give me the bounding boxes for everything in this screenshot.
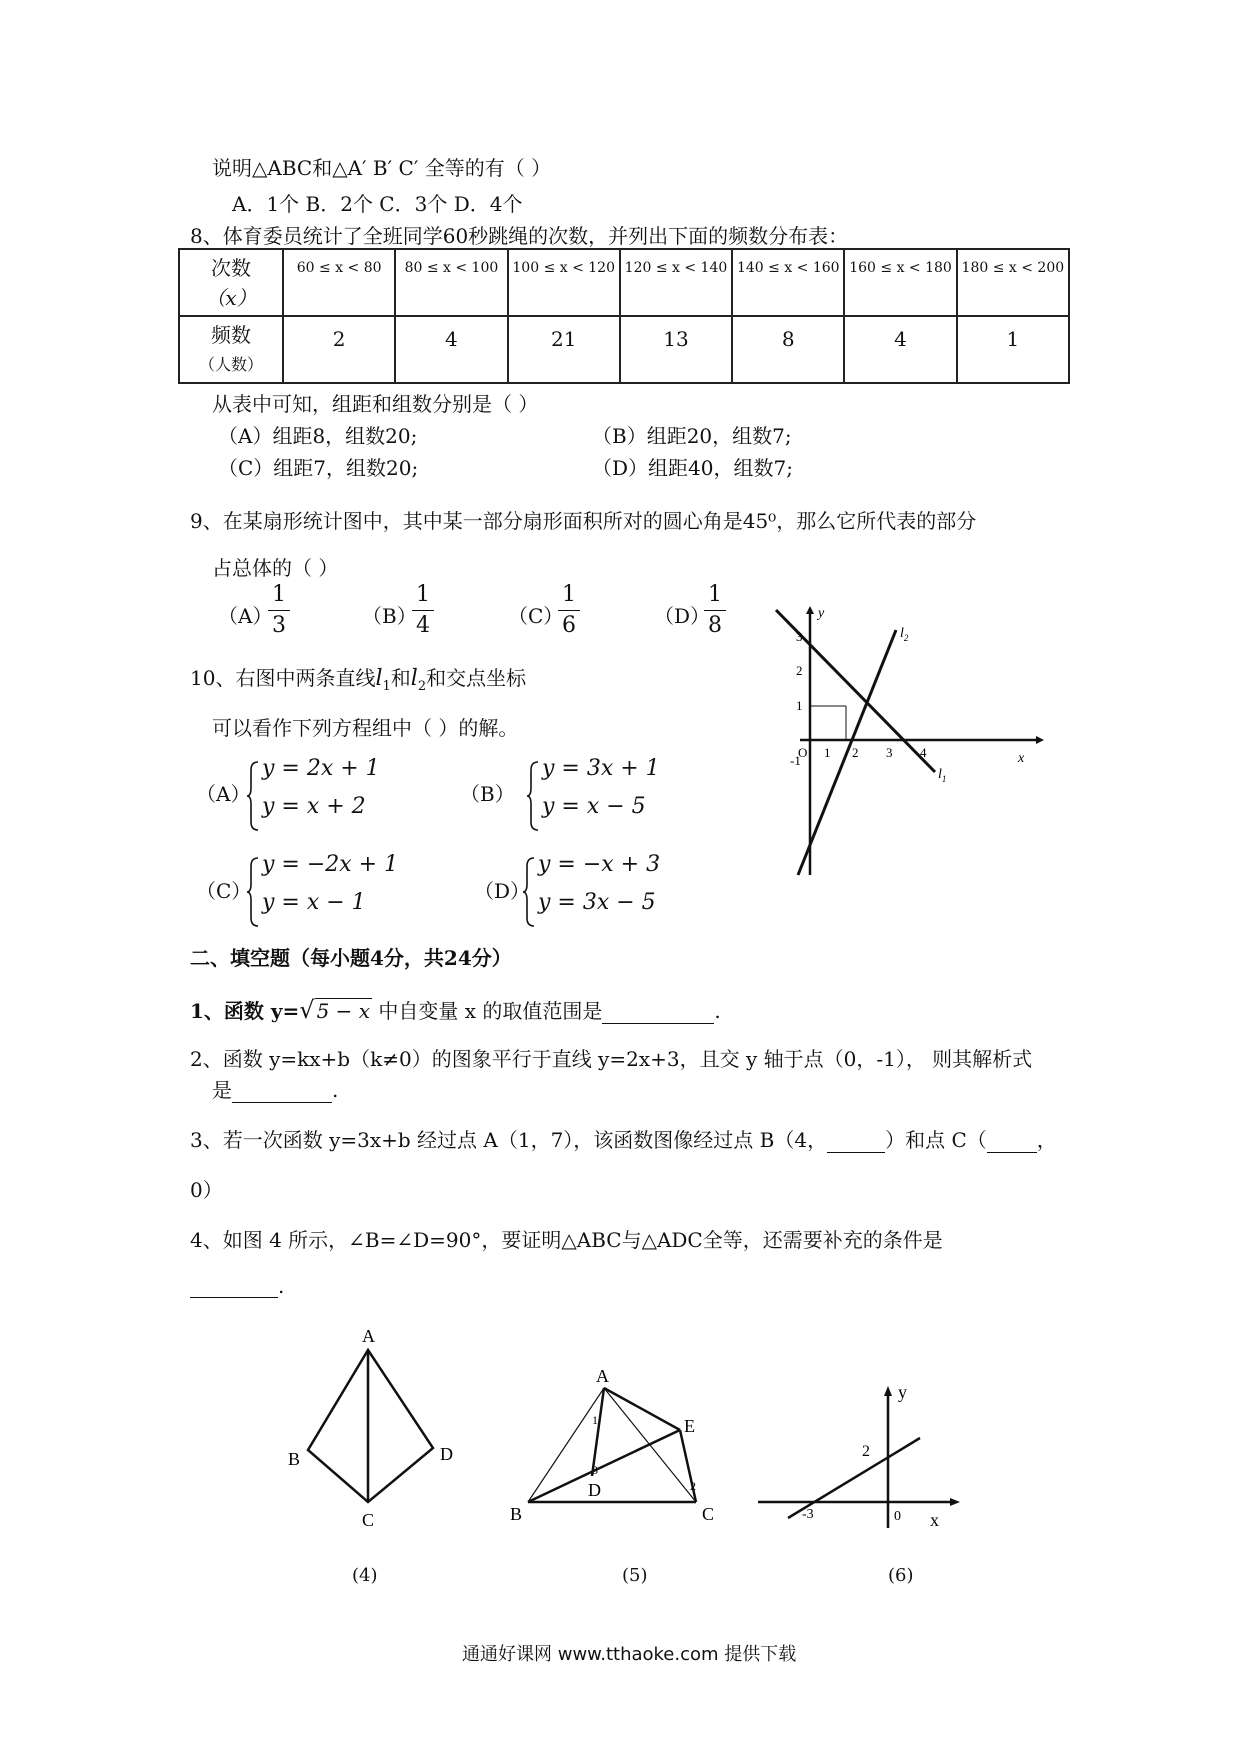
q9-option-c-fraction: 1 6 [558,582,580,639]
q9-option-c-label: （C） [508,604,564,628]
fig5-angle-3: 3 [592,1463,598,1477]
fig6-x-arrow-icon [950,1498,960,1506]
frequency-table [178,248,1070,384]
fig6-x-label: x [930,1510,939,1530]
brace-icon [526,760,540,832]
line-l2 [798,630,896,875]
table-cell-range: 160 ≤ x < 180 [844,249,956,316]
q9-option-d-fraction: 1 8 [704,582,726,639]
fig6-line [788,1438,920,1518]
table-cell-range: 80 ≤ x < 100 [395,249,507,316]
q8-stem: 8、体育委员统计了全班同学60秒跳绳的次数，并列出下面的频数分布表： [190,224,849,248]
table-row-ranges [179,249,1069,316]
fig4-caption: (4) [352,1565,378,1586]
brace-icon [246,856,260,928]
s2-q2-line1: 2、函数 y=kx+b（k≠0）的图象平行于直线 y=2x+3，且交 y 轴于点（0，-1）， 则其解析式 [190,1047,1033,1071]
fig5-label-b: B [510,1504,523,1524]
table-cell-count: 2 [283,316,395,383]
q9-option-a-label: （A） [218,604,273,628]
fig5-angle-2: 2 [690,1479,696,1493]
table-cell-count: 1 [957,316,1069,383]
table-cell-range: 100 ≤ x < 120 [508,249,620,316]
q9-stem: 9、在某扇形统计图中，其中某一部分扇形面积所对的圆心角是45⁰，那么它所代表的部分 [190,509,977,533]
q10-graph [760,595,1050,885]
x-axis-arrow-icon [1036,736,1044,744]
segment-be [528,1430,680,1502]
q8-option-d: （D）组距40，组数7; [592,456,793,480]
s2-q4-line2: . [190,1274,284,1298]
table-cell-range: 140 ≤ x < 160 [732,249,844,316]
graph-x-tick: 4 [920,745,927,760]
table-cell-count: 4 [395,316,507,383]
graph-x-tick: 1 [824,745,831,760]
q8-option-c: （C）组距7，组数20; [218,456,419,480]
table-header-frequency: 频数 （人数） [179,316,283,383]
q9-option-d-label: （D） [654,604,711,628]
q10-option-d-label: （D） [474,879,531,903]
kite-shape [308,1350,433,1502]
fig5-label-d: D [588,1480,601,1500]
figure-4 [280,1320,470,1540]
q9-option-a-fraction: 1 3 [268,582,290,639]
q9-stem-line2: 占总体的（ ） [212,556,339,580]
graph-y-tick: -1 [790,753,801,768]
q10-option-b-label: （B） [460,782,515,806]
q9-option-b-fraction: 1 4 [412,582,434,639]
fig5-label-a: A [596,1370,609,1386]
q10-option-a-label: （A） [196,782,251,806]
line-l2-label: $l_2$ [900,626,909,643]
footer-text: 通通好课网 www.tthaoke.com 提供下载 [462,1644,797,1665]
s2-q3-line1: 3、若一次函数 y=3x+b 经过点 A（1，7），该函数图像经过点 B（4， ）和点 C（ ， [190,1128,1057,1152]
fig5-caption: (5) [622,1565,648,1586]
graph-y-tick: 3 [796,629,803,644]
graph-y-tick: 1 [796,698,803,713]
fig4-label-d: D [440,1444,453,1464]
table-cell-count: 8 [732,316,844,383]
line-l1-label: $l_1$ [938,767,947,784]
q10-stem-line2: 可以看作下列方程组中（ ）的解。 [212,716,519,740]
table-cell-range: 60 ≤ x < 80 [283,249,395,316]
figure-6 [748,1380,968,1530]
q8-option-b: （B）组距20，组数7; [592,424,792,448]
y-axis-arrow-icon [806,606,814,614]
figure-5 [500,1370,720,1530]
fig5-label-c: C [702,1504,715,1524]
table-cell-range: 120 ≤ x < 140 [620,249,732,316]
fig6-y-arrow-icon [884,1386,892,1396]
fig4-label-a: A [362,1326,375,1346]
segment-ae [604,1388,680,1430]
brace-icon [522,856,536,928]
q7-stem-tail: 说明△ABC和△A′ B′ C′ 全等的有（ ） [212,156,552,180]
fig5-angle-1: 1 [592,1413,598,1427]
table-cell-count: 13 [620,316,732,383]
graph-x-tick: 3 [886,745,893,760]
fig6-caption: (6) [888,1565,914,1586]
fig6-label-2: 2 [862,1443,870,1460]
graph-x-label: x [1018,751,1025,766]
s2-q2-line2: 是 . [212,1078,339,1102]
s2-q4-line1: 4、如图 4 所示，∠B=∠D=90°，要证明△ABC与△ADC全等，还需要补充的条件是 [190,1228,943,1252]
brace-icon [246,760,260,832]
q7-options: A．1个 B．2个 C．3个 D．4个 [232,192,523,216]
section2-heading: 二、填空题（每小题4分，共24分） [190,946,512,970]
fig5-label-e: E [684,1416,695,1436]
fig6-label-0: 0 [894,1509,901,1524]
table-row-counts [179,316,1069,383]
s2-q1: 1、函数 y=√ 5 − x 中自变量 x 的取值范围是 . [190,996,721,1024]
q10-option-c-label: （C） [196,879,252,903]
fig6-y-label: y [898,1382,907,1402]
q9-option-b-label: （B） [362,604,417,628]
q8-option-a: （A）组距8，组数20; [218,424,418,448]
table-cell-range: 180 ≤ x < 200 [957,249,1069,316]
fig4-label-b: B [288,1449,301,1469]
table-header-times: 次数 （x） [179,249,283,316]
q8-question: 从表中可知，组距和组数分别是（ ） [212,392,539,416]
graph-origin: O [798,745,808,760]
table-cell-count: 21 [508,316,620,383]
q10-stem: 10、右图中两条直线$l_1$和$l_2$和交点坐标 [190,666,527,694]
table-cell-count: 4 [844,316,956,383]
fig6-label-neg3: -3 [802,1507,814,1522]
s2-q3-line2: 0） [190,1178,223,1202]
graph-y-tick: 2 [796,663,803,678]
graph-x-tick: 2 [852,745,859,760]
fig4-label-c: C [362,1510,375,1530]
graph-y-label: y [818,606,825,621]
